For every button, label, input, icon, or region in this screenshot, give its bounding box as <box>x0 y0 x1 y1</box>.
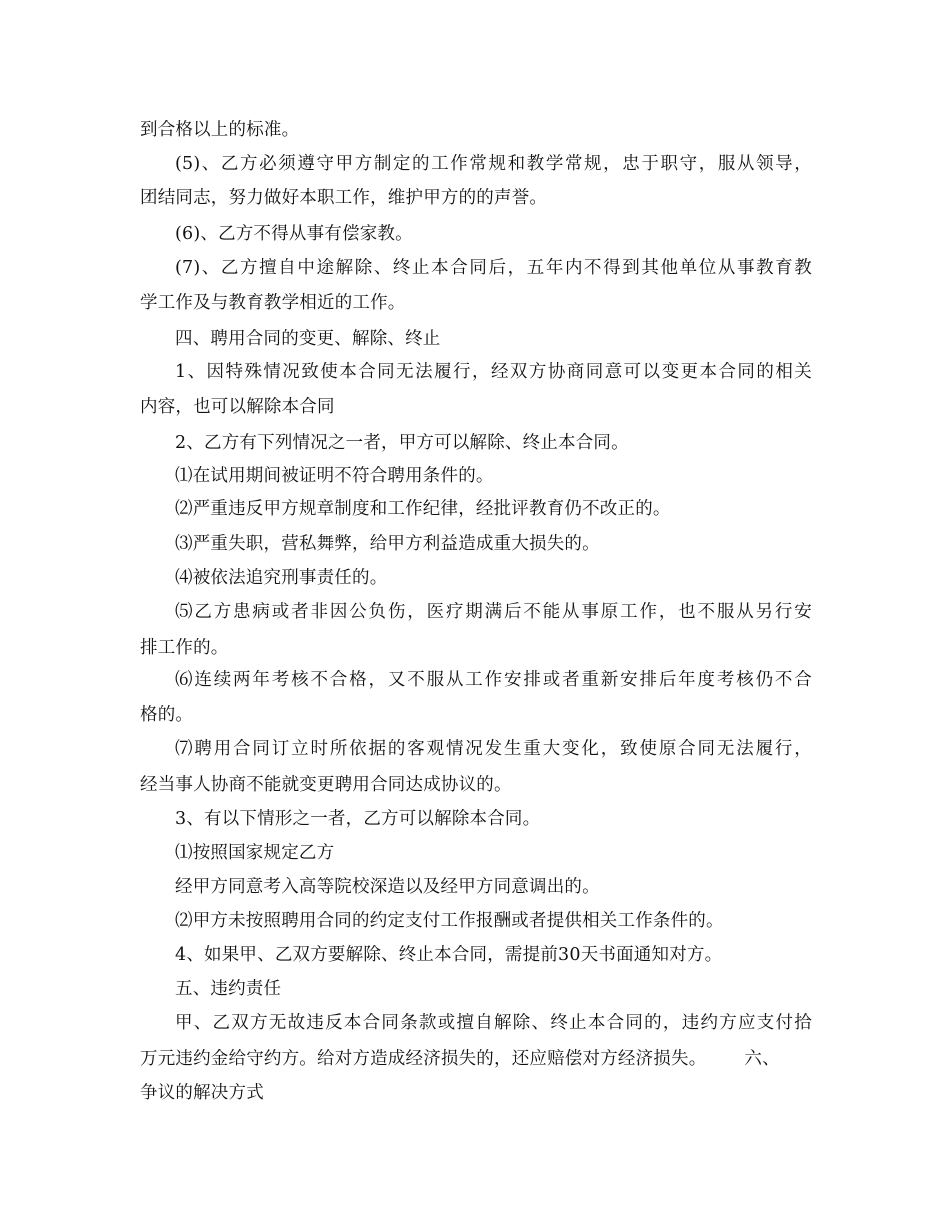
section-heading: 六、 <box>744 1049 780 1069</box>
text-line: 经当事人协商不能就变更聘用合同达成协议的。 <box>140 775 512 795</box>
section-heading: 争议的解决方式 <box>140 1083 264 1103</box>
text-line: ⑷被依法追究刑事责任的。 <box>175 568 388 588</box>
text-line: (7)、乙方擅自中途解除、终止本合同后，五年内不得到其他单位从事教育教 <box>175 258 812 278</box>
text-line: 排工作的。 <box>140 638 229 658</box>
text-line: 经甲方同意考入高等院校深造以及经甲方同意调出的。 <box>175 877 600 897</box>
text-line: ⑺聘用合同订立时所依据的客观情况发生重大变化，致使原合同无法履行， <box>175 739 812 759</box>
text-line: ⑹连续两年考核不合格，又不服从工作安排或者重新安排后年度考核仍不合 <box>175 670 812 690</box>
section-heading: 四、聘用合同的变更、解除、终止 <box>175 329 441 349</box>
text-line: 3、有以下情形之一者，乙方可以解除本合同。 <box>175 809 541 829</box>
text-line: 2、乙方有下列情况之一者，甲方可以解除、终止本合同。 <box>175 433 629 453</box>
text-line: ⑵严重违反甲方规章制度和工作纪律，经批评教育仍不改正的。 <box>175 499 671 519</box>
section-heading: 五、违约责任 <box>175 979 282 999</box>
text-line: (6)、乙方不得从事有偿家教。 <box>175 224 413 244</box>
text-line: 学工作及与教育教学相近的工作。 <box>140 293 406 313</box>
text-line: ⑴在试用期间被证明不符合聘用条件的。 <box>175 466 494 486</box>
text-line: ⑵甲方未按照聘用合同的约定支付工作报酬或者提供相关工作条件的。 <box>175 911 724 931</box>
text-line-segment: 万元违约金给守约方。给对方造成经济损失的，还应赔偿对方经济损失。 <box>140 1049 707 1069</box>
text-line: ⑸乙方患病或者非因公负伤，医疗期满后不能从事原工作，也不服从另行安 <box>175 602 812 622</box>
text-line: 格的。 <box>140 705 194 725</box>
text-line: 4、如果甲、乙双方要解除、终止本合同，需提前30天书面通知对方。 <box>175 945 723 965</box>
text-line: 甲、乙双方无故违反本合同条款或擅自解除、终止本合同的，违约方应支付拾 <box>175 1013 812 1033</box>
text-line: ⑶严重失职，营私舞弊，给甲方利益造成重大损失的。 <box>175 534 600 554</box>
text-line: 1、因特殊情况致使本合同无法履行，经双方协商同意可以变更本合同的相关 <box>175 362 812 382</box>
text-line: 到合格以上的标准。 <box>140 120 300 140</box>
text-line <box>140 1048 780 1070</box>
text-line: (5)、乙方必须遵守甲方制定的工作常规和教学常规，忠于职守，服从领导， <box>175 154 812 174</box>
text-line: 团结同志，努力做好本职工作，维护甲方的的声誉。 <box>140 188 548 208</box>
text-line: ⑴按照国家规定乙方 <box>175 843 335 863</box>
text-line: 内容，也可以解除本合同 <box>140 397 335 417</box>
